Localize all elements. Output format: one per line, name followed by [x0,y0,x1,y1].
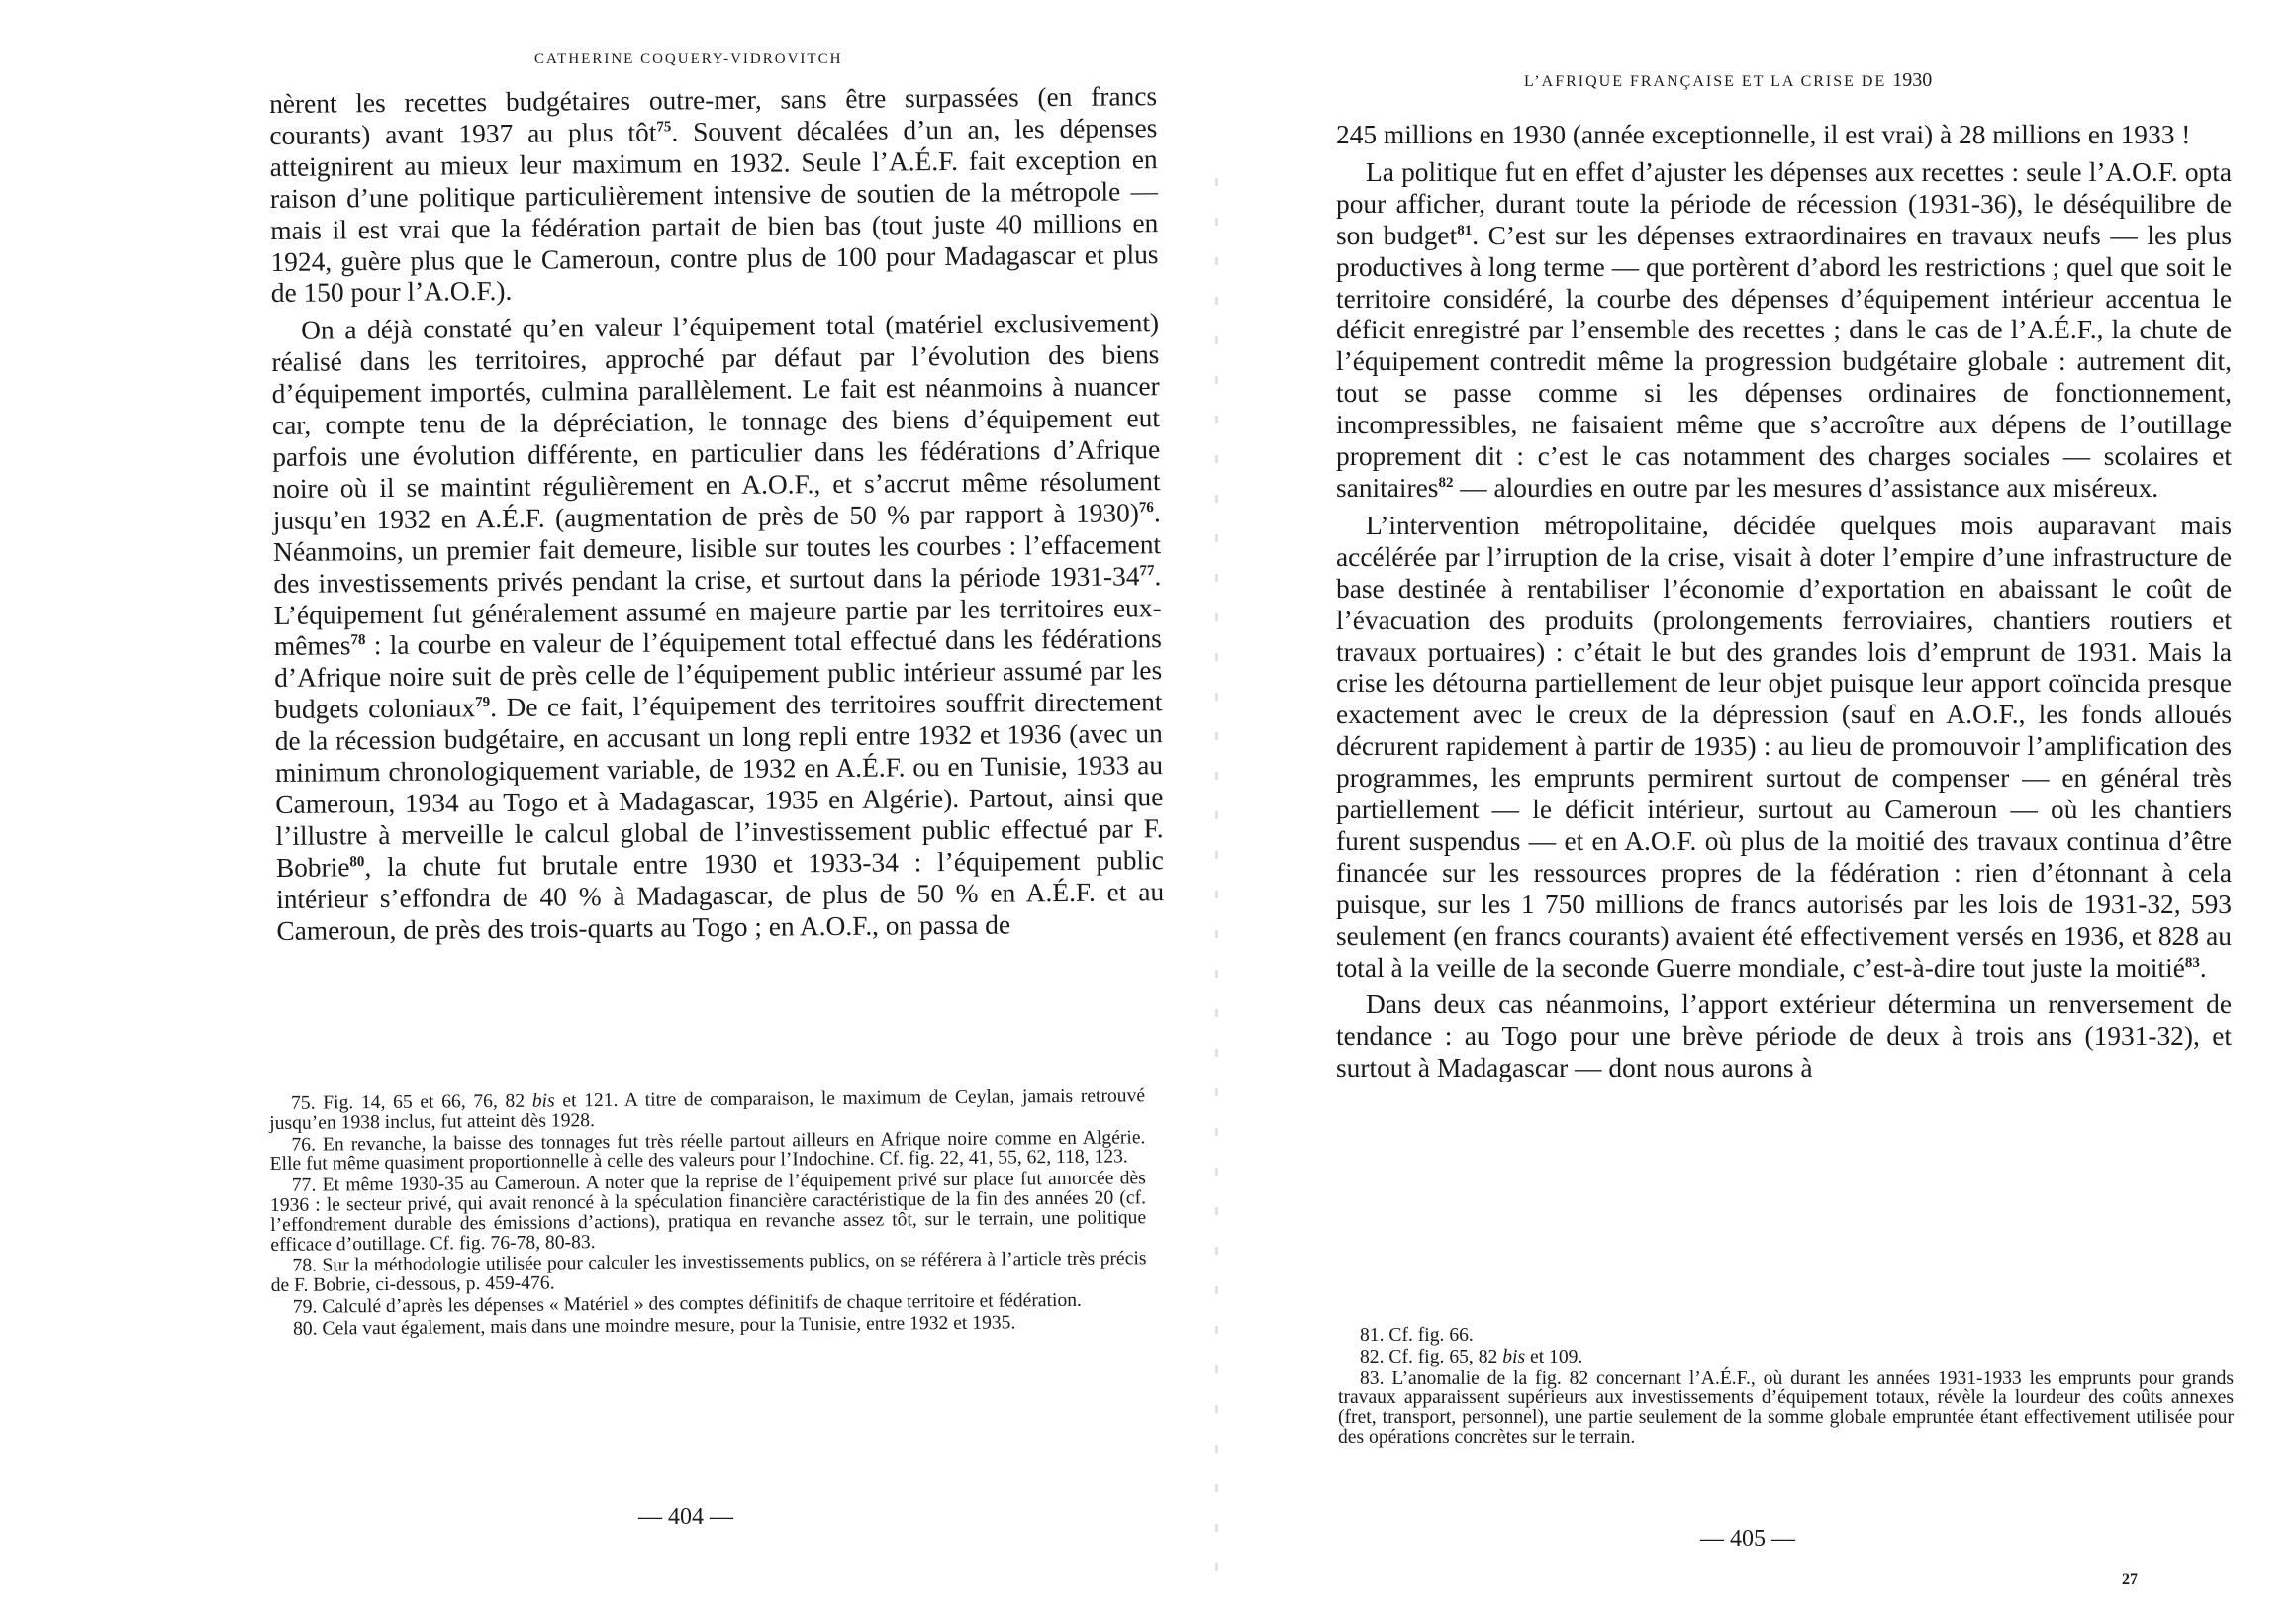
text-run: 77. Et même 1930-35 au Cameroun. A noter que la reprise de l’équipement privé sur place fut amorcée dès 1936 : le secteur privé, qui avait renoncé à la spéculation financière caractéristique de la fin des années 20 (cf. l’effondrement durable des émissions d’actions), pratiqua en revanche assez tôt, sur le terrain, une politique efficace d’outillage. Cf. fig. 76-78, 80-83. [269,1168,1147,1256]
text-run: . De ce fait, l’équipement des territoires souffrit directement de la récession budgétaire, en accusant un long repli entre 1932 et 1936 (avec un minimum chronologiquement variable, de 1932 en A.É.F. ou en Tunisie, 1933 au Cameroun, 1934 au Togo et à Madagascar, 1935 en Algérie). Partout, ainsi que l’illustre à merveille le calcul global de l’investissement public effectué par F. Bobrie [274,687,1164,883]
signature-mark: 27 [2122,1571,2138,1588]
body-text [269,81,1165,947]
text-run: 79. Calculé d’après les dépenses « Matériel » des comptes définitifs de chaque territoire et fédération. [292,1289,1083,1318]
footnote-reference: 80 [349,853,365,870]
text-run: 75. Fig. 14, 65 et 66, 76, 82 [290,1090,532,1114]
text-run: , la chute fut brutale entre 1930 et 1933-34 : l’équipement public intérieur s’effondra de 40 % à Madagascar, de plus de 50 % en A.É.F. et au Cameroun, de près des trois-quarts au Togo ; en A.O.F., on passa de [276,844,1165,946]
text-run: . Néanmoins, un premier fait demeure, lisible sur toutes les courbes : l’effacement des investissements privés pendant la crise, et surtout dans la période 1931-34 [272,497,1162,599]
footnote [269,1128,1145,1175]
text-run: L’intervention métropolitaine, décidée quelques mois auparavant mais accélérée par l’irruption de la crise, visait à doter l’empire d’une infrastructure de base destinée à rentabiliser l’économie d’exportation en abaissant le coût de l’évacuation des produits (prolongements ferroviaires, chantiers routiers et travaux portuaires) : c’était le but des grandes lois d’emprunt de 1931. Mais la crise les détourna partiellement de leur objet puisque leur apport coïncida presque exactement avec le creux de la dépression (sauf en A.O.F., les fonds alloués décrurent rapidement à partir de 1935) : au lieu de promouvoir l’amplification des programmes, les emprunts permirent surtout de compenser — en général très partiellement — le déficit intérieur, surtout au Cameroun — où les chantiers furent suspendus — et en A.O.F. où plus de la moitié des travaux continua d’être financée sur les ressources propres de la fédération : rien d’étonnant à cela puisque, sur les 1 750 millions de francs autorisés par les lois de 1931-32, 593 seulement (en francs courants) avaient été effectivement versés en 1936, et 828 au total à la veille de la seconde Guerre mondiale, c’est-à-dire tout juste la moitié [1336,510,2232,983]
text-run: 81. Cf. fig. 66. [1360,1325,1474,1346]
page-number: — 405 — [1700,1526,1795,1552]
text-run: On a déjà constaté qu’en valeur l’équipement total (matériel exclusivement) réalisé dans les territoires, approché par défaut par l’évolution des biens d’équipement importés, culmina parallèlement. Le fait est néanmoins à nuancer car, compte tenu de la dépréciation, le tonnage des biens d’équipement eut parfois une évolution différente, en particulier dans les fédérations d’Afrique noire où il se maintint régulièrement en A.O.F., et s’accrut même résolument jusqu’en 1932 en A.É.F. (augmentation de près de 50 % par rapport à 1930) [271,308,1161,535]
paragraph [1336,989,2232,1084]
footnote-reference: 78 [350,632,366,649]
footnotes [269,1086,1147,1341]
paragraph [269,81,1159,310]
running-head-title [1524,69,1932,92]
text-run: et 121. A titre de comparaison, le maximum de Ceylan, jamais retrouvé jusqu’en 1938 inclus, fut atteint dès 1928. [269,1085,1146,1134]
text-run: . C’est sur les dépenses extraordinaires en travaux neufs — les plus productives à long terme — que portèrent d’abord les restrictions ; quel que soit le territoire considéré, la courbe des dépenses d’équipement intérieur accentua le déficit enregistré par l’ensemble des recettes ; dans le cas de l’A.É.F., la chute de l’équipement contredit même la progression budgétaire globale : autrement dit, tout se passe comme si les dépenses ordinaires de fonctionnement, incompressibles, ne faisaient même que s’accroître aux dépens de l’outillage proprement dit : c’est le cas notamment des charges sociales — scolaires et sanitaires [1336,220,2233,503]
footnote-reference: 82 [1438,474,1454,491]
running-head-text: L’AFRIQUE FRANÇAISE ET LA CRISE DE [1524,73,1887,90]
footnote-reference: 77 [1139,562,1155,579]
text-run: 80. Cela vaut également, mais dans une moindre mesure, pour la Tunisie, entre 1932 et 1935. [292,1312,1016,1340]
text-run: : la courbe en valeur de l’équipement total effectué dans les fédérations d’Afrique noire suit de près celle de l’équipement public intérieur assumé par les budgets coloniaux [274,623,1163,725]
text-run: et 109. [1525,1346,1583,1367]
footnote [269,1086,1145,1133]
running-head-year: 1930 [1892,69,1933,91]
footnote-reference: 76 [1138,499,1154,517]
footnote [1338,1369,2234,1448]
text-run: — alourdies en outre par les mesures d’assistance aux miséreux. [1453,472,2159,503]
paragraph [1336,157,2232,505]
text-run: La politique fut en effet d’ajuster les dépenses aux recettes : seule l’A.O.F. opta pour afficher, durant toute la période de récession (1931-36), le déséquilibre de son budget [1336,156,2232,250]
footnote-reference: 79 [475,695,491,711]
footnote [1338,1326,2234,1346]
footnote-reference: 83 [2184,954,2200,971]
text-run: 83. L’anomalie de la fig. 82 concernant l’A.É.F., où durant les années 1931-1933 les emprunts pour grands travaux apparaissent supérieurs aux investissements d’équipement totaux, révèle la lourdeur des coûts annexes (fret, transport, personnel), une partie seulement de la somme globale empruntée étant effectivement utilisée pour des opérations concrètes sur le terrain. [1338,1367,2234,1448]
body-text [1336,120,2232,1084]
text-run: 78. Sur la méthodologie utilisée pour calculer les investissements publics, on se référera à l’article très précis de F. Bobrie, ci-dessous, p. 459-476. [270,1248,1147,1297]
footnotes [1338,1326,2234,1450]
footnote [1338,1348,2234,1367]
text-run: 82. Cf. fig. 65, 82 [1360,1346,1503,1367]
text-run: nèrent les recettes budgétaires outre-mer, sans être surpassées (en francs courants) avant 1937 au plus tôt [269,81,1158,150]
paragraph [1336,120,2232,151]
italic-text: bis [531,1090,555,1112]
footnote-reference: 75 [656,119,672,136]
footnote [270,1250,1146,1296]
right-page [1217,0,2296,1599]
page-number: — 404 — [638,1504,733,1530]
paragraph [1336,511,2232,985]
text-run: 245 millions en 1930 (année exceptionnelle, il est vrai) à 28 millions en 1933 ! [1336,120,2191,149]
text-run: . [2199,952,2207,983]
paragraph [271,309,1165,948]
italic-text: bis [1502,1346,1526,1367]
footnote-reference: 81 [1457,222,1473,238]
running-head-author: CATHERINE COQUERY-VIDROVITCH [534,51,843,67]
text-run: . Souvent décalées d’un an, les dépenses atteignirent au mieux leur maximum en 1932. Seule l’A.É.F. fait exception en raison d’une politique particulièrement intensive de soutien de la métropole — mais il est vrai que la fédération partait de bien bas (tout juste 40 millions en 1924, guère plus que le Cameroun, contre plus de 100 pour Madagascar et plus de 150 pour l’A.O.F.). [269,113,1159,309]
footnote [270,1169,1147,1255]
text-run: 76. En revanche, la baisse des tonnages fut très réelle partout ailleurs en Afrique noire comme en Algérie. Elle fut même quasiment proportionnelle à celle des valeurs pour l’Indochine. Cf. fig. 22, 41, 55, 62, 118, 123. [269,1126,1146,1176]
text-run: Dans deux cas néanmoins, l’apport extérieur détermina un renversement de tendance : au Togo pour une brève période de deux à trois ans (1931-32), et surtout à Madagascar — dont nous aurons à [1336,989,2232,1083]
text-run: . L’équipement fut généralement assumé en majeure partie par les territoires eux-mêmes [273,560,1162,662]
